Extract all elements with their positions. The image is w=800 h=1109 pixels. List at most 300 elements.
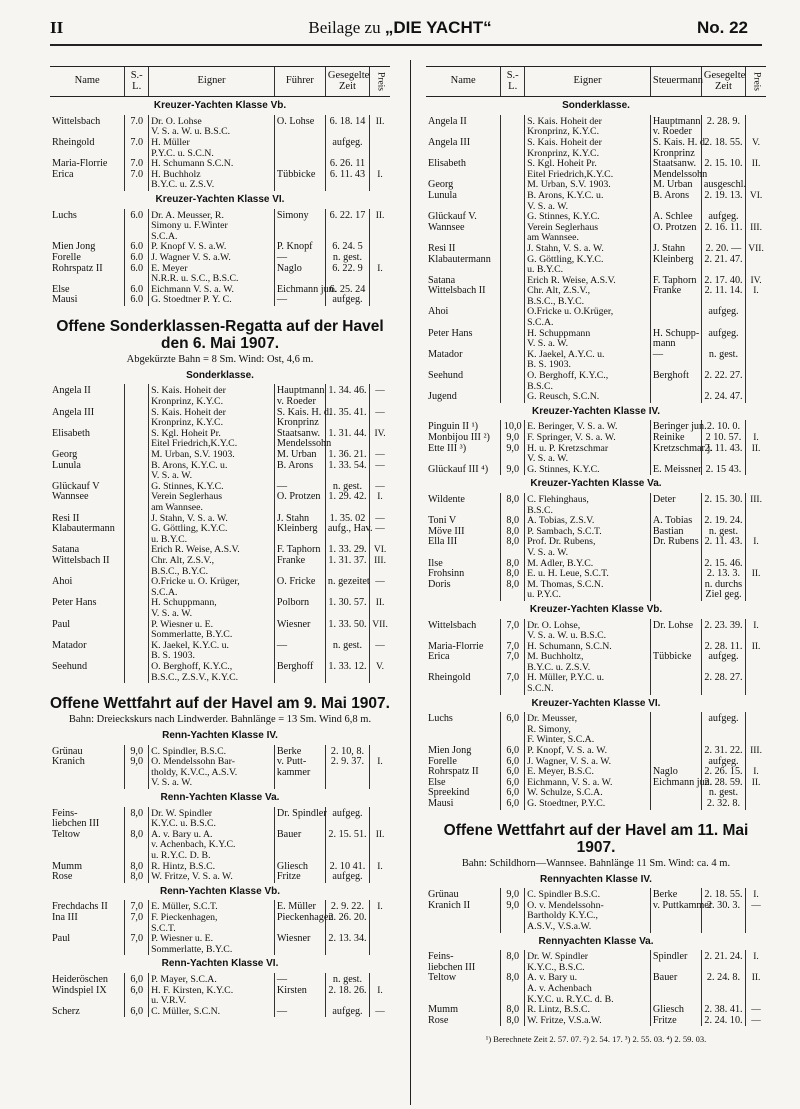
result-row [426,180,766,212]
class-section-row [426,695,766,713]
owner: P. Wiesner u. E. Sommerlatte, B.Y.C. [149,620,275,641]
result-row [50,934,390,955]
yacht-name: Angela III [52,406,95,418]
results-table [426,871,766,1027]
owner: A. Tobias, Z.S.V. P. Sambach, S.C.T. Prof. Dr. Rubens, V. S. a. W. [525,516,651,558]
result-row [426,329,766,350]
col-sail-length-header: S.-L. [125,67,149,97]
result-row [50,242,390,284]
prize [746,371,766,392]
prize: VI. [746,180,766,212]
sail-length: 8,0 8,0 8,0 [501,559,525,601]
sail-length: 6,0 [125,1007,149,1018]
yacht-name: Ahoi [52,576,73,588]
yacht-name: Resi II Klabautermann [52,512,115,535]
class-section-row [50,883,390,901]
results-table [50,367,390,683]
prize: VII. [746,244,766,276]
owner: J. Stahn, V. S. a. W. G. Göttling, K.Y.C. u. B.Y.C. [525,244,651,276]
sailed-time: 2. 15. 30. [701,493,745,516]
sail-length [125,408,149,429]
result-row [426,559,766,601]
helmsman: — [274,1007,325,1018]
owner: Eichmann V. S. a. W. G. Stoedtner P. Y. C. [149,285,275,306]
result-row [50,577,390,598]
owner: C. Flehinghaus, B.S.C. [525,493,651,516]
page-header [0,14,800,44]
prize: I. II. [746,950,766,1005]
result-row [50,1007,390,1018]
sailed-time: 6. 24. 5 n. gest. 6. 22. 9 [325,242,369,284]
sailed-time: n. gest. [325,641,369,662]
result-row [50,384,390,407]
left-column [50,66,390,1098]
col-name-header: Name [50,67,125,97]
result-row [426,115,766,138]
yacht-name: Scherz [52,1005,80,1017]
yacht-name: Mien Jong Forelle Rohrspatz II Else Spreekind Mausi [428,745,479,809]
helmsman: M. Urban B. Arons [274,450,325,482]
owner: Dr. W. Spindler K.Y.C. u. B.S.C. A. v. Bary u. A. v. Achenbach, K.Y.C. u. R.Y.C. D. B. [149,807,275,862]
result-row [50,973,390,1007]
helmsman: E. Müller Pieckenhagen [274,900,325,934]
sail-length [501,138,525,159]
helmsman: O. Lohse [274,115,325,138]
sail-length: 7.0 [125,115,149,138]
result-row [426,212,766,244]
helmsman: Berghoft [650,371,701,392]
yacht-name: Frechdachs II Ina III [52,901,108,923]
result-row [426,350,766,371]
helmsman [650,712,701,746]
sailed-time: 2. 15. 46. 2. 13. 3. n. durchs Ziel geg. [701,559,745,601]
sailed-time: 1. 30. 57. [325,598,369,619]
helmsman [650,673,701,694]
sail-length: 8,0 [501,493,525,516]
yacht-name: Maria-Florrie Erica [52,158,108,180]
owner: P. Knopf, V. S. a. W. J. Wagner, V. S. a. W. E. Meyer, B.S.C. Eichmann, V. S. a. W. W. Schulze, S.C.A. G. Stoedtner, P.Y.C. [525,746,651,810]
sail-length [125,482,149,514]
sail-length: 7,0 7,0 [501,642,525,674]
prize: IV. I. [746,276,766,308]
sail-length [501,276,525,308]
col-prize-header: Preis [370,67,390,97]
sailed-time: 2. 10. 0. 2 10. 57. 2. 11. 43. [701,420,745,464]
yacht-name: Glückauf III ⁴) [428,463,489,475]
result-row [426,888,766,932]
helmsman: Wiesner [274,934,325,955]
prize: I. [370,159,390,191]
result-row [426,712,766,746]
result-row [426,673,766,694]
yacht-name: Glückauf V Wannsee [52,480,100,503]
owner: H. Müller P.Y.C. u. S.C.N. [149,138,275,159]
class-section-row [426,97,766,115]
helmsman: — Kirsten [274,973,325,1007]
class-title: Kreuzer-Yachten Klasse VI. [155,193,285,205]
owner: Dr. Meusser, R. Simony, F. Winter, S.C.A. [525,712,651,746]
prize: — [370,577,390,598]
helmsman: E. Meissner [650,465,701,476]
yacht-name: Mumm Rose [428,1004,459,1026]
sailed-time: 2. 18. 55. [701,138,745,159]
sail-length [501,212,525,244]
sail-length [501,307,525,328]
owner: H. Schumann, S.C.N. M. Buchholtz, B.Y.C. u. Z.S.V. [525,642,651,674]
sailed-time: 2. 22. 27. [701,371,745,392]
yacht-name: Grünau Kranich II [428,889,471,911]
class-section-row [50,727,390,745]
class-title: Rennyachten Klasse Va. [538,935,654,947]
owner: S. Kais. Hoheit der Kronprinz, K.Y.C. [525,115,651,138]
sail-length: 6,0 6,0 6,0 6,0 6,0 6,0 [501,746,525,810]
sailed-time: ausgeschl. 2. 19. 13. [701,180,745,212]
column-divider [410,60,411,1105]
result-row [426,420,766,464]
sailed-time: 2. 13. 34. [325,934,369,955]
helmsman: Deter [650,493,701,516]
owner: S. Kais. Hoheit der Kronprinz, K.Y.C. [149,384,275,407]
col-time-header: Gesegelte Zeit [325,67,369,97]
owner: M. Urban, S.V. 1903. B. Arons, K.Y.C. u. V. S. a. W. [149,450,275,482]
helmsman: Staatsanw. Mendelssohn [274,429,325,450]
sailed-time: 2. 28. 11. aufgeg. [701,642,745,674]
sail-length [125,429,149,450]
yacht-name: Rheingold [52,136,95,148]
owner: J. Stahn, V. S. a. W. G. Göttling, K.Y.C. u. B.Y.C. [149,514,275,546]
prize: V. [746,138,766,159]
sailed-time: 2. 18. 55. 2. 30. 3. [701,888,745,932]
sail-length [501,115,525,138]
prize [746,329,766,350]
col-helmsman-header: Führer [274,67,325,97]
result-row [50,482,390,514]
regatta-heading: Offene Wettfahrt auf der Havel am 11. Mai 1907. [443,821,749,856]
prize: II. [746,159,766,180]
result-row [50,115,390,138]
sailed-time: 6. 26. 11 6. 11. 43 [325,159,369,191]
result-row [426,138,766,159]
prize: — [370,408,390,429]
yacht-name: Wittelsbach [428,619,477,631]
helmsman: A. Tobias Bastian Dr. Rubens [650,516,701,558]
owner: P. Mayer, S.C.A. H. F. Kirsten, K.Y.C. u. V.R.V. [149,973,275,1007]
yacht-name: Paul [52,618,71,630]
class-title: Kreuzer-Yachten Klasse Va. [530,478,662,490]
sail-length: 10,0 9,0 9,0 [501,420,525,464]
owner: R. Lintz, B.S.C. W. Fritze, V.S.a.W. [525,1005,651,1026]
yacht-name: Jugend [428,391,457,403]
prize [746,307,766,328]
class-section-row [426,601,766,619]
result-row [50,807,390,862]
sail-length: 8,0 8,0 [501,1005,525,1026]
header-row [50,67,390,97]
sail-length [501,371,525,392]
sailed-time: 2. 17. 40. 2. 11. 14. [701,276,745,308]
class-title: Kreuzer-Yachten Klasse IV. [531,405,661,417]
col-helmsman-header: Steuermann [650,67,701,97]
class-title: Sonderklasse. [186,369,254,381]
sail-length: 7,0 7,0 [125,900,149,934]
class-title: Kreuzer-Yachten Klasse Vb. [153,100,287,112]
yacht-name: Wittelsbach [52,115,101,127]
prize: — I. [370,482,390,514]
sail-length [125,641,149,662]
owner: G. Stinnes, K.Y.C. [525,465,651,476]
result-row [50,662,390,683]
owner: O.Fricke u. O. Krüger, S.C.A. [149,577,275,598]
helmsman: P. Knopf — Naglo [274,242,325,284]
prize: I. II. [746,420,766,464]
helmsman: Eichmann jun. — [274,285,325,306]
class-section-row [50,955,390,973]
prize: II. [370,598,390,619]
helmsman: Hauptmann v. Roeder [650,115,701,138]
yacht-name: Grünau Kranich [52,745,85,768]
prize: II. [370,115,390,138]
yacht-name: Elisabeth [52,427,90,439]
helmsman: Berke v. Putt- kammer [274,745,325,789]
sail-length: 8,0 8,0 8,0 [501,516,525,558]
results-table [50,727,390,1017]
owner: E. Müller, S.C.T. F. Pieckenhagen, S.C.T. [149,900,275,934]
prize: II. [370,807,390,862]
owner: M. Urban, S.V. 1903. B. Arons, K.Y.C. u. V. S. a. W. [525,180,651,212]
helmsman: Tübbicke [650,642,701,674]
sail-length [501,350,525,371]
class-title: Renn-Yachten Klasse Vb. [159,885,281,897]
results-table [426,66,766,810]
sailed-time: 2. 28. 27. [701,673,745,694]
sailed-time: 2. 15. 10. [701,159,745,180]
prize: VII. [370,620,390,641]
yacht-name: Mumm Rose [52,860,83,883]
owner: G. Stinnes, K.Y.C. Verein Seglerhaus am Wannsee. [525,212,651,244]
prize: I. [370,242,390,284]
yacht-name: Satana Wittelsbach II [428,274,486,297]
result-row [50,285,390,306]
helmsman: Gliesch Fritze [274,862,325,883]
sailed-time: 6. 25. 24 aufgeg. [325,285,369,306]
class-section-row [50,789,390,807]
sailed-time: 2. 28. 9. [701,115,745,138]
sailed-time: aufgeg. 2. 16. 11. [701,212,745,244]
owner: Erich R. Weise, A.S.V. Chr. Alt, Z.S.V., B.S.C., B.Y.C. [149,545,275,577]
owner: P. Knopf V. S. a.W. J. Wagner V. S. a.W. E. Meyer N.R.R. u. S.C., B.S.C. [149,242,275,284]
sailed-time: aufgeg. 2. 15. 51. [325,807,369,862]
yacht-name: Luchs [52,209,77,221]
prize [370,138,390,159]
class-title: Renn-Yachten Klasse Va. [160,792,280,804]
yacht-name: Georg Lunula [52,449,81,471]
helmsman [650,559,701,601]
prize [746,392,766,403]
helmsman: Berghoff [274,662,325,683]
owner: O. Berghoff, K.Y.C., B.S.C. [525,371,651,392]
class-title: Sonderklasse. [562,100,630,112]
yacht-name: Satana Wittelsbach II [52,544,110,566]
col-time-header: Gesegelte Zeit [701,67,745,97]
owner: H. Schuppmann V. S. a. W. [525,329,651,350]
helmsman: — [650,350,701,371]
sailed-time: 2. 38. 41. 2. 24. 10. [701,1005,745,1026]
sailed-time: aufgeg. [325,138,369,159]
prize: — — [746,1005,766,1026]
owner: C. Spindler B.S.C. O. v. Mendelssohn- Bartholdy K.Y.C., A.S.V., V.S.a.W. [525,888,651,932]
class-section-row [50,367,390,385]
prize: — [370,384,390,407]
helmsman: Staatsanw. Mendelssohn [650,159,701,180]
footnote: ¹) Berechnete Zeit 2. 57. 07. ²) 2. 54. 17. ³) 2. 55. 03. ⁴) 2. 59. 03. [485,1034,707,1045]
sailed-time: n. gest. 2. 18. 26. [325,973,369,1007]
title-prefix: Beilage zu [308,18,385,37]
helmsman: M. Urban B. Arons [650,180,701,212]
yacht-name: Maria-Florrie Erica [428,640,484,663]
yacht-name: Angela II [428,115,467,127]
helmsman: S. Kais. H. d. Kronprinz [650,138,701,159]
yacht-name: Angela III [428,136,471,148]
owner: S. Kais. Hoheit der Kronprinz, K.Y.C. [525,138,651,159]
prize: II. [370,209,390,243]
sailed-time: 1. 31. 44. [325,429,369,450]
col-prize-header: Preis [746,67,766,97]
owner: S. Kgl. Hoheit Pr. Eitel Friedrich,K.Y.C. [525,159,651,180]
owner: O. Berghoff, K.Y.C., B.S.C., Z.S.V., K.Y.C. [149,662,275,683]
result-row [426,392,766,403]
owner: R. Hintz, B.S.C. W. Fritze, V. S. a. W. [149,862,275,883]
result-row [50,209,390,243]
result-row [426,642,766,674]
helmsman [274,138,325,159]
result-row [50,429,390,450]
helmsman: Polborn [274,598,325,619]
prize: III. [746,493,766,516]
prize [746,115,766,138]
sailed-time: n. gest. 1. 29. 42. [325,482,369,514]
helmsman: J. Stahn Kleinberg [274,514,325,546]
regatta-course: Bahn: Dreieckskurs nach Lindwerder. Bahnlänge = 13 Sm. Wind 6,8 m. [68,714,372,726]
owner: M. Adler, B.Y.C. E. u. H. Leue, S.C.T. M. Thomas, S.C.N. u. P.Y.C. [525,559,651,601]
sail-length [125,598,149,619]
owner: K. Jaekel, K.Y.C. u. B. S. 1903. [149,641,275,662]
sailed-time: 2. 9. 22. 2. 26. 20. [325,900,369,934]
sail-length [125,545,149,577]
owner: Dr. A. Meusser, R. Simony u. F.Winter S.C.A. [149,209,275,243]
result-row [426,746,766,810]
prize: V. [370,662,390,683]
sailed-time: 1. 34. 46. [325,384,369,407]
col-sail-length-header: S.-L. [501,67,525,97]
sail-length [501,329,525,350]
class-title: Rennyachten Klasse IV. [540,873,652,885]
helmsman: Tübbicke [274,159,325,191]
issue-number: No. 22 [696,18,748,37]
yacht-name: Glückauf V. Wannsee [428,211,477,233]
owner: H. Schumann S.C.N. H. Buchholz B.Y.C. u. Z.S.V. [149,159,275,191]
yacht-name: Matador [52,639,87,651]
sailed-time: 1. 33. 50. [325,620,369,641]
sail-length [125,620,149,641]
result-row [50,159,390,191]
sail-length [125,577,149,598]
helmsman: Gliesch Fritze [650,1005,701,1026]
result-row [50,408,390,429]
col-owner-header: Eigner [525,67,651,97]
helmsman: Simony [274,209,325,243]
owner: Erich R. Weise, A.S.V. Chr. Alt, Z.S.V., B.S.C., B.Y.C. [525,276,651,308]
class-title: Kreuzer-Yachten Klasse VI. [531,697,661,709]
prize: I. [746,516,766,558]
helmsman: Berke v. Puttkammer [650,888,701,932]
sail-length [501,244,525,276]
helmsman: Wiesner [274,620,325,641]
sailed-time: aufgeg. [325,1007,369,1018]
prize: I. [746,619,766,642]
result-row [426,371,766,392]
sail-length: 8,0 8,0 [125,807,149,862]
yacht-name: Peter Hans [428,327,473,339]
yacht-name: Feins- liebchen III Teltow [52,807,100,840]
sail-length [501,180,525,212]
helmsman: S. Kais. H. d. Kronprinz [274,408,325,429]
yacht-name: Ilse Frohsinn Doris [428,557,465,590]
helmsman [650,307,701,328]
sail-length: 6,0 [501,712,525,746]
class-section-row [426,933,766,951]
sailed-time: 2. 24. 47. [701,392,745,403]
sail-length: 8,0 8,0 [125,862,149,883]
owner: P. Wiesner u. E. Sommerlatte, B.Y.C. [149,934,275,955]
col-name-header: Name [426,67,501,97]
yacht-name: Else Mausi [52,283,78,306]
sail-length: 7,0 [501,673,525,694]
sail-length: 6.0 [125,209,149,243]
yacht-name: Wildente [428,493,465,505]
class-section-row [426,403,766,421]
yacht-name: Resi II Klabautermann [428,242,491,265]
yacht-name: Georg Lunula [428,179,457,201]
prize [746,350,766,371]
page-number: II [50,18,64,37]
class-section-row [50,97,390,115]
yacht-name: Seehund [52,660,88,672]
sailed-time: 1. 33. 29. 1. 31. 37. [325,545,369,577]
sailed-time: 2. 31. 22. aufgeg. 2. 26. 15. 2. 28. 59. n. gest. 2. 32. 8. [701,746,745,810]
result-row [50,138,390,159]
prize: II. [746,642,766,674]
sailed-time: 6. 22. 17 [325,209,369,243]
yacht-name: Angela II [52,385,91,397]
prize: — — [370,450,390,482]
prize: I. [370,973,390,1007]
prize: — [370,641,390,662]
result-row [50,745,390,789]
result-row [50,620,390,641]
sail-length: 9,0 9,0 [501,888,525,932]
result-row [50,900,390,934]
sailed-time: aufgeg. [701,712,745,746]
class-title: Renn-Yachten Klasse VI. [161,958,279,970]
class-section-row [426,475,766,493]
yacht-name: Elisabeth [428,158,466,170]
owner: Dr. O. Lohse, V. S. a. W. u. B.S.C. [525,619,651,642]
sailed-time: 1. 35. 41. [325,408,369,429]
sailed-time: aufgeg. [701,307,745,328]
helmsman: — [274,641,325,662]
prize: III. I. II. [746,746,766,810]
prize: — [370,1007,390,1018]
